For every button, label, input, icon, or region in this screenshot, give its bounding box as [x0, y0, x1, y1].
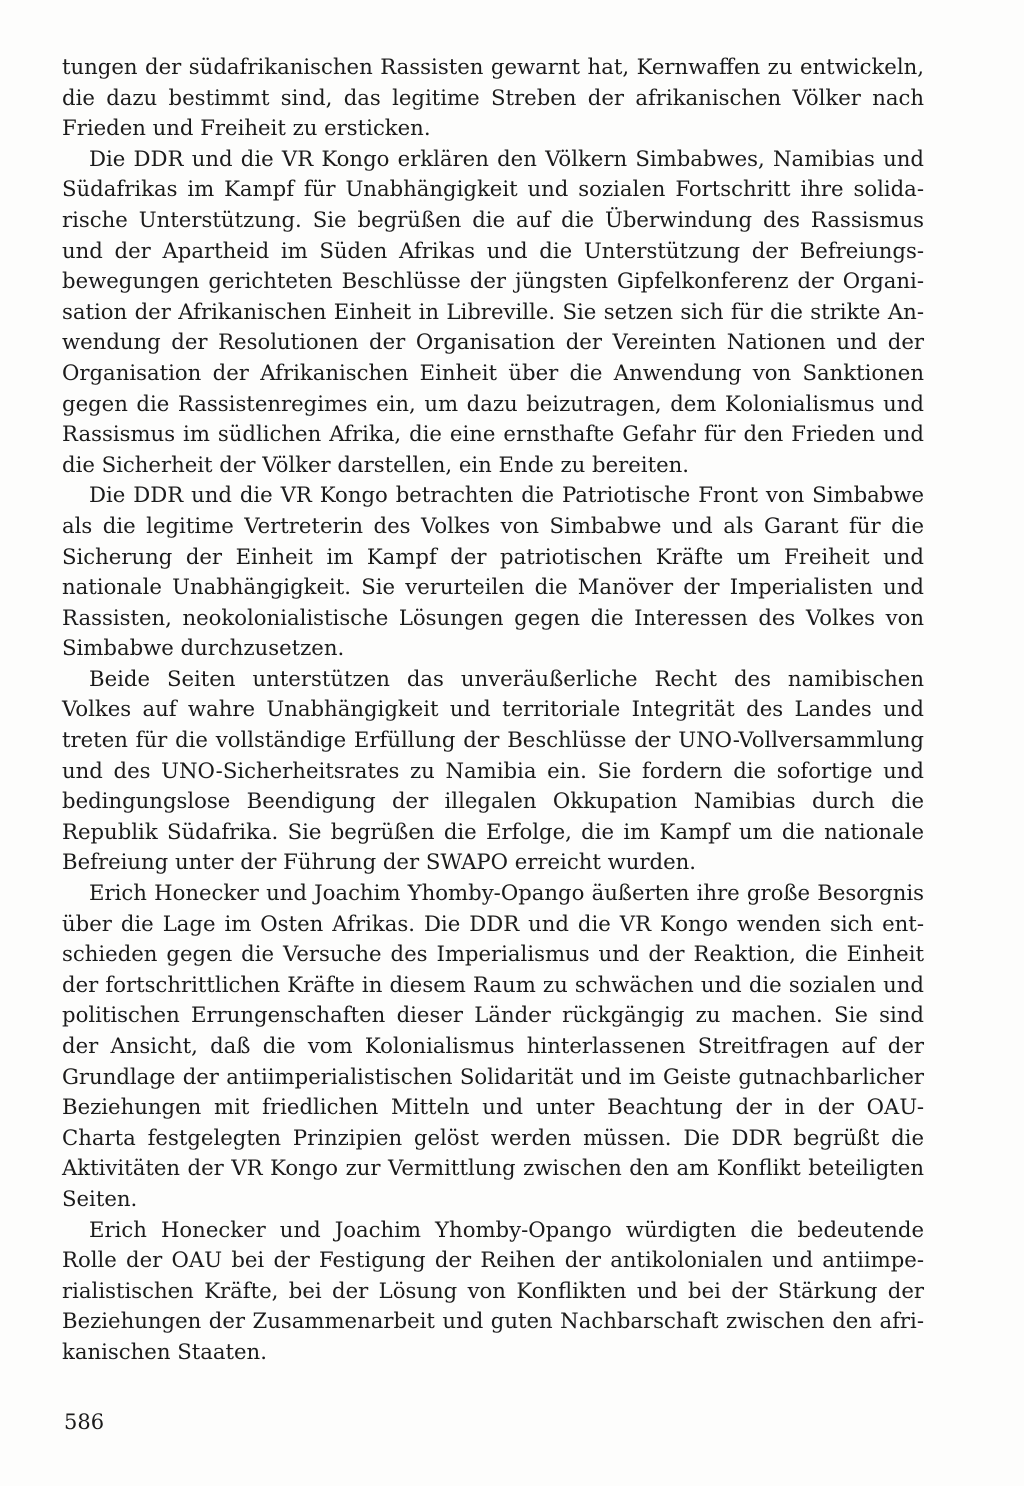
body-text: [62, 52, 924, 1368]
paragraph: tungen der südafrikanischen Rassisten gewarnt hat, Kernwaffen zu entwickeln, die dazu bestimmt sind, das legitime Streben der afrikanischen Völker nach Frieden und Freiheit zu ersticken.: [62, 54, 924, 141]
page-number: 586: [64, 1410, 105, 1434]
paragraph: Erich Honecker und Joachim Yhomby-Opango äußerten ihre große Besorgnis über die Lage im Osten Afrikas. Die DDR und die VR Kongo wenden sich entschieden gegen die Versuche des Imperialismus und der Reaktion, die Einheit der fortschrittlichen Kräfte in diesem Raum zu schwächen und die sozialen und politischen Errungenschaften dieser Länder rückgängig zu machen. Sie sind der Ansicht, daß die vom Kolonialismus hinterlassenen Streitfragen auf der Grundlage der antiimperialistischen Solidarität und im Geiste gutnachbarlicher Beziehungen mit friedlichen Mitteln und unter Beachtung der in der OAU-Charta festgelegten Prinzipien gelöst werden müssen. Die DDR begrüßt die Aktivitäten der VR Kongo zur Vermittlung zwischen den am Konflikt beteiligten Seiten.: [62, 880, 924, 1211]
paragraph: Erich Honecker und Joachim Yhomby-Opango würdigten die bedeutende Rolle der OAU bei der Festigung der Reihen der antikolonialen und antiimperialistischen Kräfte, bei der Lösung von Konflikten und bei der Stärkung der Beziehungen der Zusammenarbeit und guten Nachbarschaft zwischen den afrikanischen Staaten.: [62, 1216, 924, 1364]
paragraph: Die DDR und die VR Kongo betrachten die Patriotische Front von Simbabwe als die legitime Vertreterin des Volkes von Simbabwe und als Garant für die Sicherung der Einheit im Kampf der patriotischen Kräfte um Freiheit und nationale Unabhängigkeit. Sie verurteilen die Manöver der Imperialisten und Rassisten, neokolonialistische Lösungen gegen die Interessen des Volkes von Simbabwe durchzusetzen.: [62, 482, 924, 661]
paragraph: Die DDR und die VR Kongo erklären den Völkern Simbabwes, Namibias und Südafrikas im Kampf für Unabhängigkeit und sozialen Fortschritt ihre solidarische Unterstützung. Sie begrüßen die auf die Überwindung des Rassismus und der Apartheid im Süden Afrikas und die Unterstützung der Befreiungsbewegungen gerichteten Beschlüsse der jüngsten Gipfelkonferenz der Organisation der Afrikanischen Einheit in Libreville. Sie setzen sich für die strikte Anwendung der Resolutionen der Organisation der Vereinten Nationen und der Organisation der Afrikanischen Einheit über die Anwendung von Sanktionen gegen die Rassistenregimes ein, um dazu beizutragen, dem Kolonialismus und Rassismus im südlichen Afrika, die eine ernsthafte Gefahr für den Frieden und die Sicherheit der Völker darstellen, ein Ende zu bereiten.: [62, 145, 924, 477]
paragraph: Beide Seiten unterstützen das unveräußerliche Recht des namibischen Volkes auf wahre Unabhängigkeit und territoriale Integrität des Landes und treten für die vollständige Erfüllung der Beschlüsse der UNO-Vollversammlung und des UNO-Sicherheitsrates zu Namibia ein. Sie fordern die sofortige und bedingungslose Beendigung der illegalen Okkupation Namibias durch die Republik Südafrika. Sie begrüßen die Erfolge, die im Kampf um die nationale Befreiung unter der Führung der SWAPO erreicht wurden.: [62, 665, 924, 875]
